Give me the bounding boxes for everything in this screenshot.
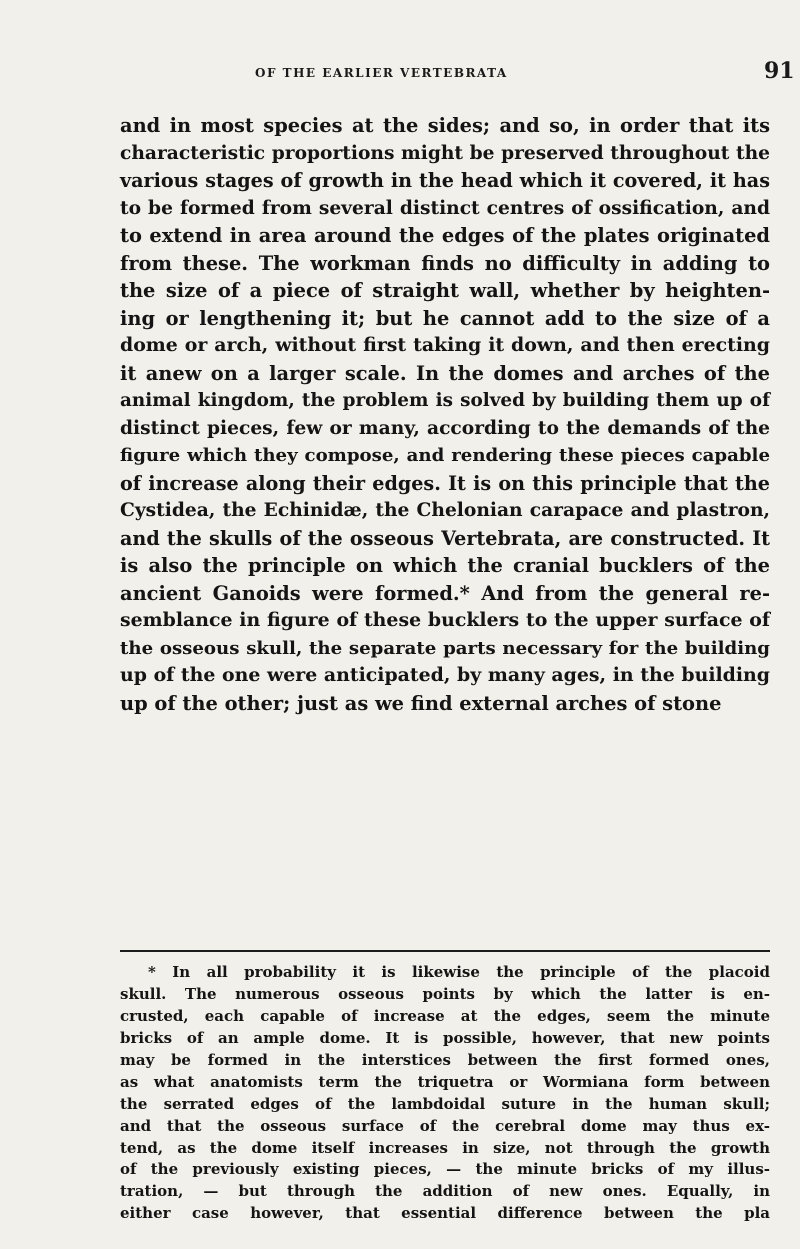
body-line: to be formed from several distinct centres of ossification, and [120,196,770,219]
footnote-line: * In all probability it is likewise the principle of the placoid [148,963,770,981]
footnote-rule [120,950,770,952]
footnote-line: tend, as the dome itself increases in size, not through the growth [120,1138,770,1157]
body-line: ing or lengthening it; but he cannot add to the size of a [120,306,770,330]
footnote-line: and that the osseous surface of the cerebral dome may thus ex- [120,1116,770,1135]
body-line: Cystidea, the Echinidæ, the Chelonian carapace and plastron, [120,499,770,522]
body-line: figure which they compose, and rendering these pieces capable [120,445,770,467]
body-line: is also the principle on which the cranial bucklers of the [120,554,770,578]
footnote-line: either case however, that essential difference between the pla [120,1204,770,1223]
body-line: animal kingdom, the problem is solved by building them up of [120,390,770,412]
body-line: ancient Ganoids were formed.* And from the general re- [120,581,770,605]
body-line: various stages of growth in the head which it covered, it has [120,169,770,193]
body-line: characteristic proportions might be preserved throughout the [120,141,770,164]
body-text [120,112,770,717]
footnote-line: may be formed in the interstices between the first formed ones, [120,1050,770,1069]
body-line: and in most species at the sides; and so, in order that its [120,114,770,137]
body-line: distinct pieces, few or many, according to the demands of the [120,416,770,439]
page-number: 91 [764,58,795,84]
footnote [120,962,770,1225]
footnote-line: crusted, each capable of increase at the edges, seem the minute [120,1006,770,1025]
footnote-line: of the previously existing pieces, — the minute bricks of my illus- [120,1160,770,1179]
body-line: of increase along their edges. It is on this principle that the [120,471,770,495]
body-line: up of the one were anticipated, by many ages, in the building [120,664,770,687]
running-head: OF THE EARLIER VERTEBRATA [255,66,508,80]
footnote-line: skull. The numerous osseous points by which the latter is en- [120,984,770,1003]
footnote-line: as what anatomists term the triquetra or Wormiana form between [120,1072,770,1091]
footnote-line: tration, — but through the addition of new ones. Equally, in [120,1182,770,1201]
body-line: up of the other; just as we find external arches of stone [120,691,722,715]
body-line: dome or arch, without first taking it down, and then erecting [120,334,770,357]
body-line: the size of a piece of straight wall, whether by heighten- [120,279,770,303]
footnote-line: the serrated edges of the lambdoidal suture in the human skull; [120,1094,770,1113]
body-line: from these. The workman finds no difficulty in adding to [120,251,770,275]
body-line: to extend in area around the edges of the plates originated [120,224,770,248]
body-line: it anew on a larger scale. In the domes and arches of the [120,361,770,385]
footnote-line: bricks of an ample dome. It is possible, however, that new points [120,1028,770,1047]
body-line: and the skulls of the osseous Vertebrata, are constructed. It [120,526,770,550]
body-line: semblance in figure of these bucklers to the upper surface of [120,609,770,632]
body-line: the osseous skull, the separate parts necessary for the building [120,637,770,659]
